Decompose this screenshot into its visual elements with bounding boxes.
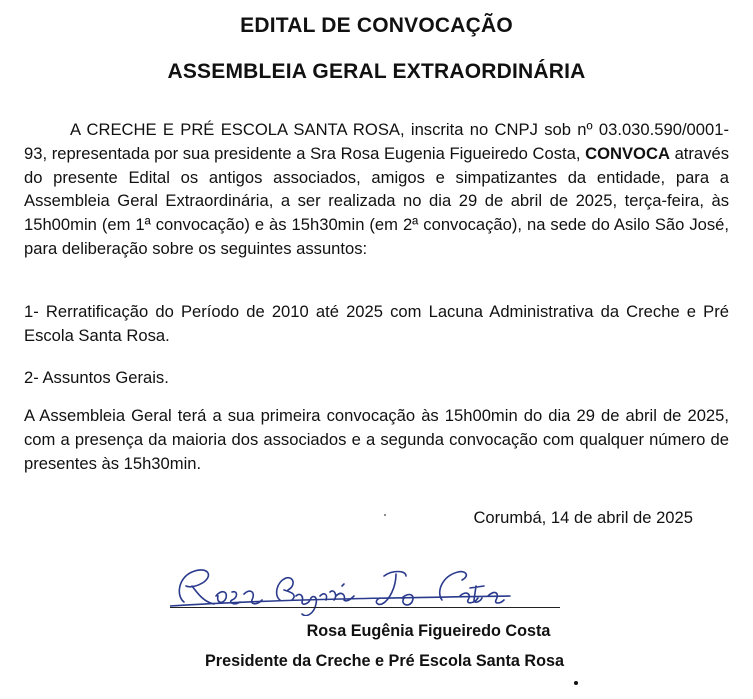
signature-line — [170, 607, 560, 608]
document-title: EDITAL DE CONVOCAÇÃO — [240, 14, 513, 37]
final-paragraph: A Assembleia Geral terá a sua primeira convocação às 15h00min do dia 29 de abril de 2025, com a presença da maioria dos associados e a segunda convocação com qualquer número de presentes às 15h30min. — [24, 406, 729, 473]
intro-text-start: A CRECHE E PRÉ ESCOLA SANTA ROSA, inscrita no CNPJ sob nº 03.030.590/0001-93, representada por sua presidente a Sra Rosa Eugenia Figueiredo Costa, — [24, 120, 729, 163]
intro-paragraph — [24, 118, 729, 261]
signer-name: Rosa Eugênia Figueiredo Costa — [306, 622, 551, 640]
signer-role: Presidente da Creche e Pré Escola Santa Rosa — [205, 652, 564, 670]
ink-speck — [384, 514, 386, 516]
ink-dot — [574, 681, 578, 685]
document-subtitle: ASSEMBLEIA GERAL EXTRAORDINÁRIA — [167, 60, 586, 83]
intro-text-end: através do presente Edital os antigos associados, amigos e simpatizantes da entidade, para a Assembleia Geral Extraordinária, a ser realizada no dia 29 de abril de 2025, terça-feira, às 15h00min (em 1ª convocação) e às 15h30min (em 2ª convocação), na sede do Asilo São José, para deliberação sobre os seguintes assuntos: — [24, 143, 729, 258]
convoca-keyword: CONVOCA — [585, 143, 670, 163]
date-line: Corumbá, 14 de abril de 2025 — [473, 508, 693, 527]
agenda-item-2: 2- Assuntos Gerais. — [24, 368, 169, 387]
agenda-item-1: 1- Rerratificação do Período de 2010 até 2025 com Lacuna Administrativa da Creche e Pré Escola Santa Rosa. — [24, 302, 729, 345]
